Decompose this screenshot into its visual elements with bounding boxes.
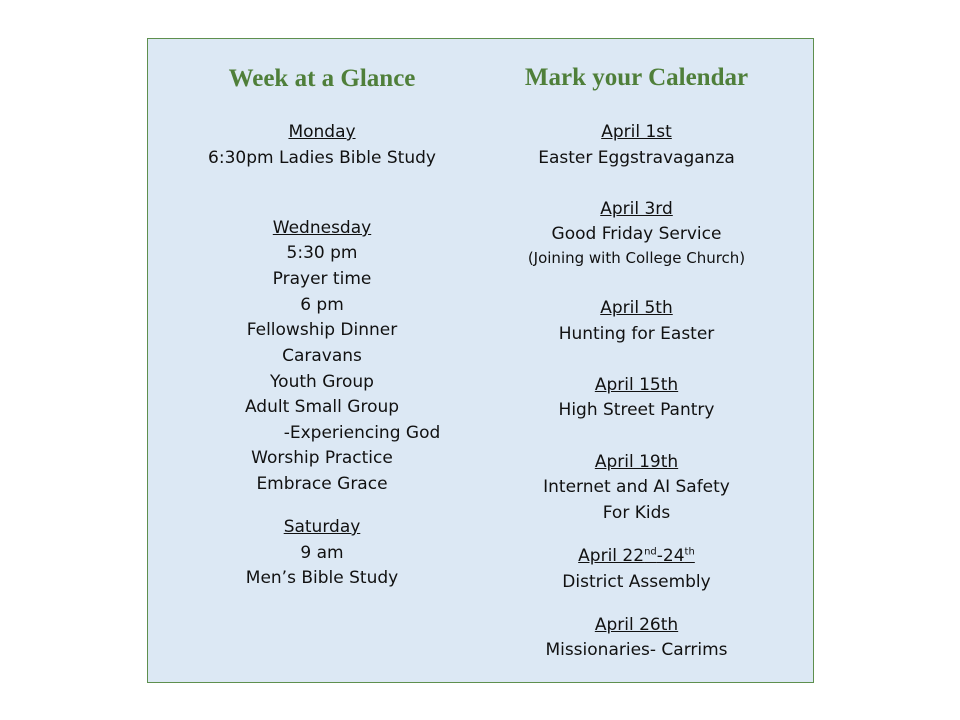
event-line: Fellowship Dinner <box>246 320 398 340</box>
event-line: -Experiencing God <box>283 423 441 443</box>
event-line: Men’s Bible Study <box>245 568 399 588</box>
event-line: 5:30 pm <box>286 243 358 263</box>
event-line: 6 pm <box>300 295 344 315</box>
date-heading: April 19th <box>594 452 679 472</box>
date-heading: April 26th <box>594 615 679 635</box>
day-heading: Monday <box>288 122 356 142</box>
event-line: Missionaries- Carrims <box>545 640 728 660</box>
event-line: Prayer time <box>272 269 372 289</box>
day-heading: Saturday <box>283 517 361 537</box>
date-heading: April 5th <box>600 298 673 318</box>
event-line: Caravans <box>282 346 362 366</box>
event-note: (Joining with College Church) <box>527 249 746 267</box>
mark-your-calendar-title: Mark your Calendar <box>524 64 749 91</box>
date-heading: April 15th <box>594 375 679 395</box>
event-line: Hunting for Easter <box>558 324 715 344</box>
date-heading: April 3rd <box>600 199 673 219</box>
date-heading: April 1st <box>601 122 672 142</box>
event-line: For Kids <box>602 503 671 523</box>
event-line: Youth Group <box>270 372 374 392</box>
event-line: Embrace Grace <box>256 474 388 494</box>
bulletin-panel <box>147 38 814 683</box>
date-heading-range: April 22nd-24th <box>578 546 695 566</box>
event-line: District Assembly <box>562 572 711 592</box>
event-line: Good Friday Service <box>551 224 722 244</box>
event-line: 9 am <box>300 543 344 563</box>
event-line: 6:30pm Ladies Bible Study <box>208 148 436 168</box>
event-line: High Street Pantry <box>558 400 715 420</box>
day-heading: Wednesday <box>272 218 372 238</box>
week-at-a-glance-title: Week at a Glance <box>228 65 416 92</box>
event-line: Easter Eggstravaganza <box>538 148 735 168</box>
event-line: Adult Small Group <box>244 397 400 417</box>
event-line: Internet and AI Safety <box>543 477 730 497</box>
event-line: Worship Practice <box>251 448 393 468</box>
